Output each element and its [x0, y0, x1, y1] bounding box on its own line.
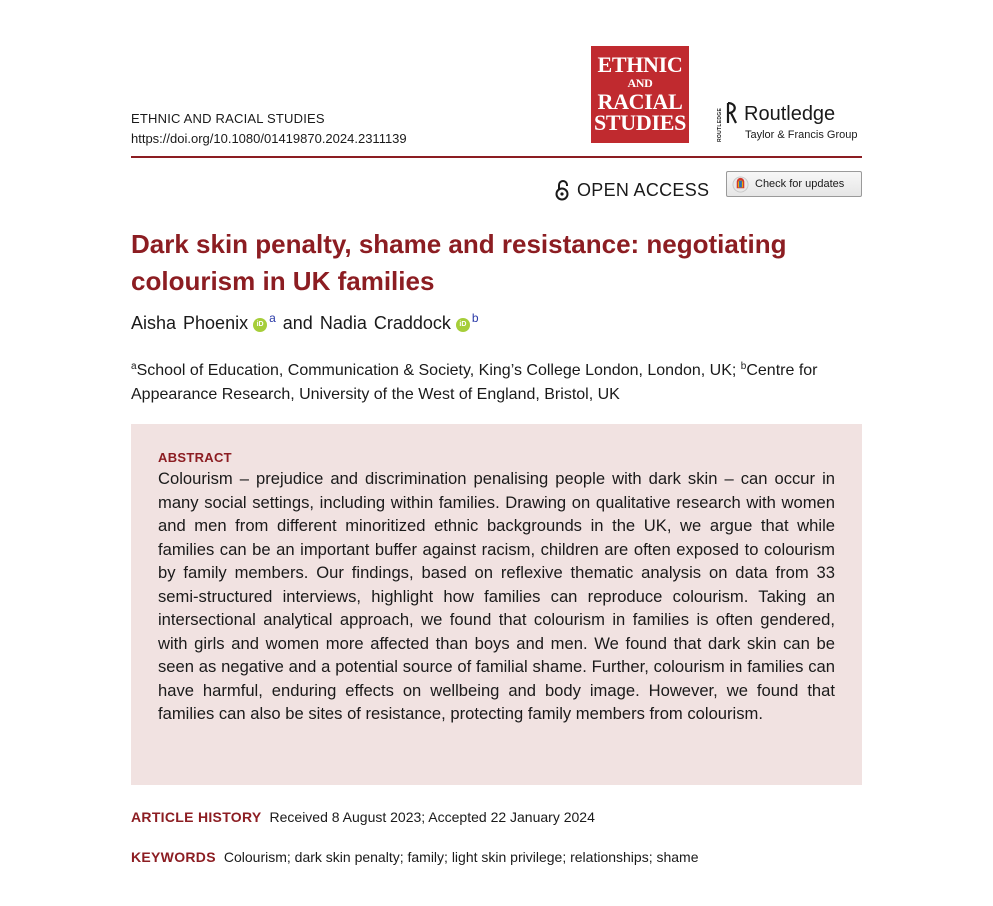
- header-rule: [131, 156, 862, 158]
- affiliations: [131, 355, 866, 407]
- history-text: Received 8 August 2023; Accepted 22 January 2024: [269, 809, 595, 825]
- publisher-name: Routledge: [744, 103, 836, 125]
- keywords: [131, 849, 699, 865]
- affiliation-text: School of Education, Communication & Society, King’s College London, London, UK;: [136, 362, 741, 379]
- open-lock-icon: [555, 179, 569, 201]
- keywords-text: Colourism; dark skin penalty; family; light skin privilege; relationships; shame: [223, 849, 699, 865]
- abstract-heading: ABSTRACT: [158, 450, 232, 465]
- logo-line-1: ETHNIC: [597, 52, 683, 78]
- history-label: ARTICLE HISTORY: [131, 809, 262, 825]
- abstract-box: [131, 424, 862, 785]
- abstract-text: Colourism – prejudice and discrimination penalising people with dark skin – can occur in many social settings, including within families. Drawing on qualitative research with women and men from different minoritized ethnic backgrounds in the UK, we argue that while families can be an important buffer against racism, children are often exposed to colourism by family members. Our findings, based on reflexive thematic analysis on data from 33 semi-structured interviews, highlight how families can reproduce colourism. Taking an intersectional analytical approach, we found that colourism in families is often gendered, with girls and women more affected than boys and men. We found that dark skin can be seen as negative and a potential source of familial shame. Further, colourism in families can have harmful, enduring effects on wellbeing and body image. However, we found that families can also be sites of resistance, protecting family members from colourism.: [158, 469, 835, 723]
- logo-line-4: STUDIES: [593, 109, 687, 135]
- affiliation-mark: a: [131, 361, 137, 372]
- author-name[interactable]: Aisha Phoenix: [131, 313, 249, 333]
- open-access-badge: [555, 178, 709, 202]
- affiliation-marker[interactable]: b: [471, 311, 479, 325]
- open-access-label: OPEN ACCESS: [577, 179, 710, 200]
- check-updates-label: Check for updates: [755, 178, 845, 190]
- journal-logo: [591, 46, 689, 143]
- affiliation-marker[interactable]: a: [269, 311, 276, 325]
- doi-link[interactable]: https://doi.org/10.1080/01419870.2024.2311139: [131, 131, 407, 146]
- publisher-vertical-text: ROUTLEDGE: [717, 107, 723, 142]
- check-updates-icon: [732, 176, 749, 193]
- keywords-label: KEYWORDS: [131, 849, 216, 865]
- logo-line-3: RACIAL: [597, 88, 683, 114]
- orcid-icon[interactable]: iD: [253, 318, 267, 332]
- routledge-logo-icon: [726, 102, 738, 124]
- logo-line-2: AND: [627, 76, 653, 91]
- article-title: Dark skin penalty, shame and resistance: negotiating colourism in UK families: [131, 229, 787, 296]
- affiliation-text: Centre for Appearance Research, University of the West of England, Bristol, UK: [131, 362, 818, 403]
- author-name[interactable]: Nadia Craddock: [319, 313, 451, 333]
- orcid-icon[interactable]: iD: [456, 318, 470, 332]
- author-list: [131, 311, 479, 334]
- author-joiner: and: [282, 313, 313, 333]
- affiliation-mark: b: [740, 361, 747, 372]
- article-history: [131, 809, 595, 825]
- publisher-logo: [717, 100, 867, 144]
- publisher-group: Taylor & Francis Group: [745, 129, 858, 141]
- journal-name: ETHNIC AND RACIAL STUDIES: [131, 111, 325, 126]
- check-for-updates-button[interactable]: [726, 171, 862, 197]
